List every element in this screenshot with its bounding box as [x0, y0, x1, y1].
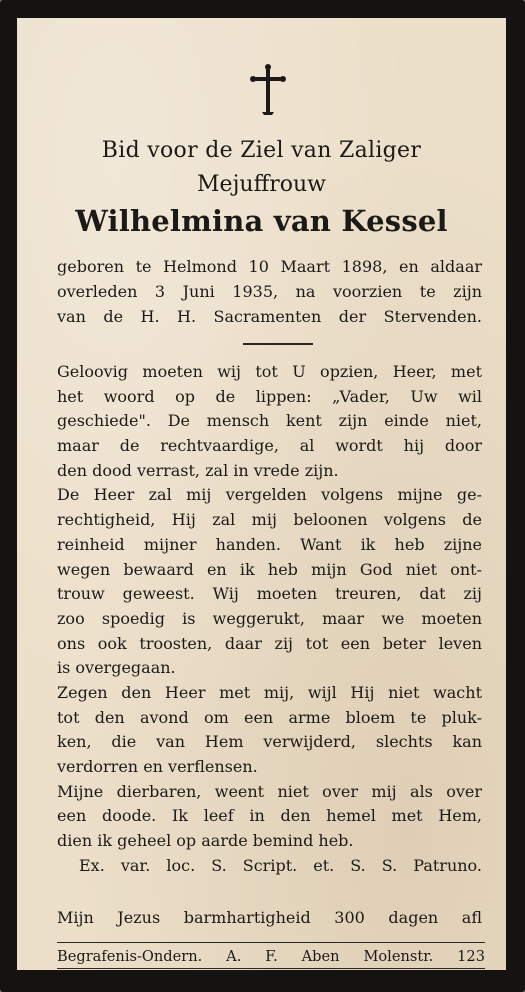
- section-divider: [243, 343, 313, 345]
- intro-line: overleden 3 Juni 1935, na voorzien te zijn: [57, 282, 482, 301]
- indulgence-line: Mijn Jezus barmhartigheid 300 dagen afl: [57, 908, 482, 927]
- body-line: rechtigheid, Hij zal mij beloonen volgens de: [57, 510, 482, 530]
- deceased-name: Wilhelmina van Kessel: [75, 204, 448, 238]
- body-line: trouw geweest. Wij moeten treuren, dat zij: [57, 584, 482, 604]
- body-line: wegen bewaard en ik heb mijn God niet ont-: [57, 559, 482, 579]
- footer-rule-bottom: [57, 968, 485, 969]
- body-line: reinheid mijner handen. Want ik heb zijne: [57, 534, 482, 554]
- body-line: is overgegaan.: [57, 658, 176, 678]
- body-text: [57, 360, 482, 878]
- footer-rule-top: [57, 942, 485, 943]
- undertaker-line: Begrafenis-Ondern. A. F. Aben Molenstr. 123: [57, 948, 485, 965]
- body-line: den dood verrast, zal in vrede zijn.: [57, 460, 339, 480]
- undertaker-imprint: [57, 946, 485, 968]
- intro-line: geboren te Helmond 10 Maart 1898, en aldaar: [57, 257, 482, 276]
- body-line: Geloovig moeten wij tot U opzien, Heer, met: [57, 362, 482, 381]
- body-line: verdorren en verflensen.: [57, 757, 258, 776]
- body-line: tot den avond om een arme bloem te pluk-: [57, 707, 482, 727]
- body-line: een doode. Ik leef in den hemel met Hem,: [57, 806, 482, 826]
- scripture-reference: Ex. var. loc. S. Script. et. S. S. Patruno.: [79, 855, 482, 875]
- body-line: De Heer zal mij vergelden volgens mijne ge-: [57, 485, 482, 505]
- body-line: Zegen den Heer met mij, wijl Hij niet wacht: [57, 682, 482, 702]
- indulgence-prayer: [57, 905, 482, 930]
- body-line: dien ik geheel op aarde bemind heb.: [57, 831, 354, 851]
- heading-prayer: Bid voor de Ziel van Zaliger: [101, 138, 422, 163]
- body-line: zoo spoedig is weggerukt, maar we moeten: [57, 608, 482, 628]
- intro-line: van de H. H. Sacramenten der Stervenden.: [57, 307, 482, 326]
- body-line: Mijne dierbaren, weent niet over mij als over: [57, 781, 482, 801]
- latin-cross-icon: [249, 64, 287, 116]
- body-line: ons ook troosten, daar zij tot een beter leven: [57, 633, 482, 653]
- body-line: geschiede". De mensch kent zijn einde niet,: [57, 411, 482, 431]
- body-line: maar de rechtvaardige, al wordt hij door: [57, 436, 482, 456]
- heading-title: Mejuffrouw: [197, 172, 326, 197]
- body-line: het woord op de lippen: „Vader, Uw wil: [57, 386, 482, 406]
- intro-paragraph: [57, 254, 482, 329]
- body-line: ken, die van Hem verwijderd, slechts kan: [57, 732, 482, 752]
- card-paper: [17, 18, 506, 970]
